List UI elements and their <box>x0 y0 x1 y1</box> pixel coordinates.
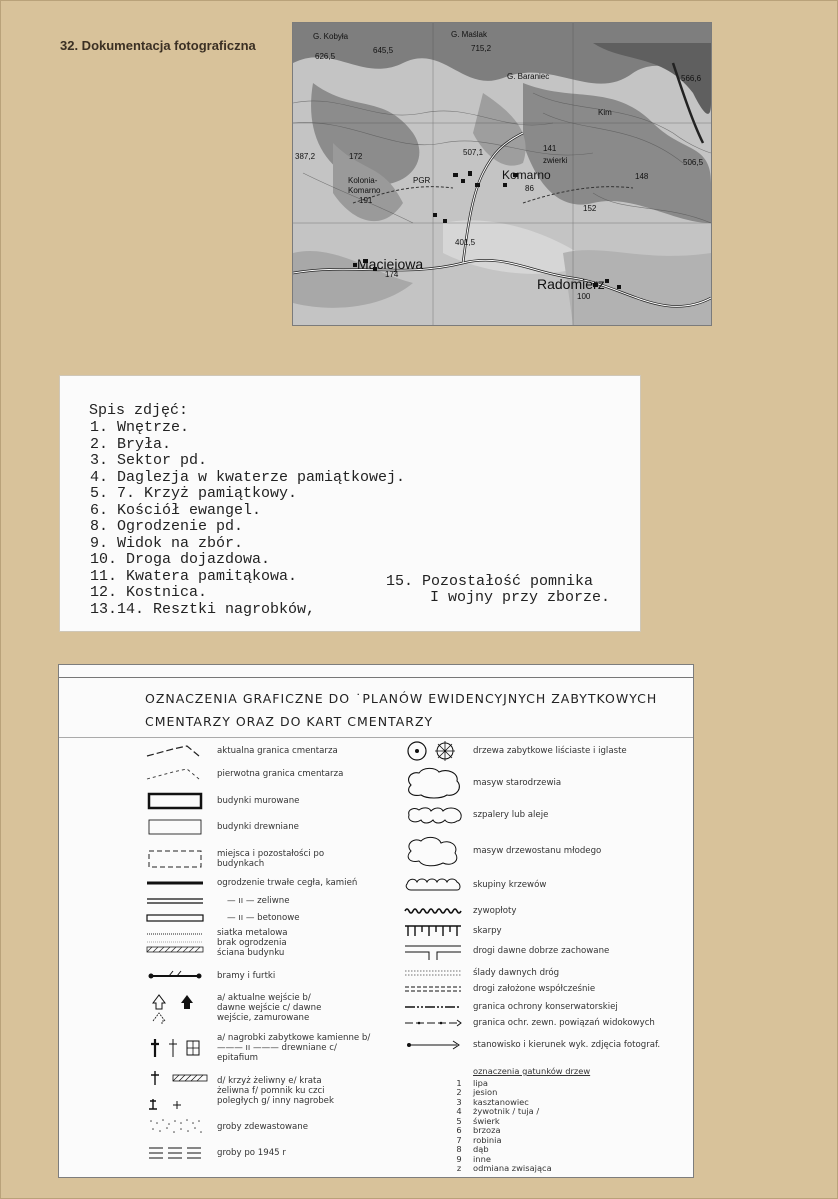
tree-species-number: 6 <box>456 1125 462 1135</box>
map-label: PGR <box>413 176 431 185</box>
legend-label: miejsca i pozostałości po budynkach <box>217 849 325 869</box>
legend-row <box>147 1069 347 1113</box>
photo-list-title: Spis zdjęć: <box>89 402 189 419</box>
legend-heading-line: CMENTARZY ORAZ DO KART CMENTARZY <box>145 714 434 729</box>
list-item <box>445 1164 590 1174</box>
list-item: 9. Widok na zbór. <box>90 534 244 552</box>
legend-label: aktualna granica cmentarza <box>217 746 338 756</box>
legend-label: siatka metalowa brak ogrodzenia ściana budynku <box>217 928 288 958</box>
note-line: 15. Pozostałość pomnika <box>386 573 594 590</box>
post-1945-graves-symbol <box>147 1143 211 1163</box>
list-item: 1. Wnętrze. <box>90 419 190 436</box>
building-remains-symbol <box>147 849 211 869</box>
legend-row <box>147 966 275 986</box>
legend-row <box>147 791 299 811</box>
tree-species-number: 7 <box>456 1134 462 1145</box>
page-title: 32. Dokumentacja fotograficzna <box>60 38 256 53</box>
list-item <box>445 1145 590 1155</box>
legend-label: ślady dawnych dróg <box>473 968 560 978</box>
map-label: 100 <box>577 292 591 301</box>
legend-heading <box>145 687 657 733</box>
map-label: Kolonia- <box>348 176 378 185</box>
legend-label: granica ochr. zewn. powiązań widokowych <box>473 1018 655 1028</box>
legend-label: szpalery lub aleje <box>473 810 549 820</box>
list-item <box>445 1136 590 1146</box>
legend-label: drogi dawne dobrze zachowane <box>473 946 610 956</box>
tree-species-number: 8 <box>456 1144 462 1154</box>
tree-species-name: jesion <box>473 1087 498 1097</box>
tree-species-name: dąb <box>473 1144 489 1154</box>
map-label: 174 <box>385 270 399 279</box>
legend-sheet <box>58 664 694 1178</box>
legend-label: — ıı — betonowe <box>227 913 300 923</box>
legend-label: masyw starodrzewia <box>473 778 562 788</box>
list-item: 10. Droga dojazdowa. <box>90 551 271 568</box>
entrance-symbol <box>147 991 211 1025</box>
map-label: G. Baraniec <box>507 72 550 81</box>
tree-species-name: świerk <box>473 1115 500 1126</box>
legend-row <box>405 1013 655 1033</box>
map-label: 387,2 <box>295 152 316 161</box>
legend-row <box>147 991 327 1025</box>
list-item: 3. Sektor pd. <box>90 452 208 469</box>
legend-label: groby po 1945 r <box>217 1148 286 1158</box>
legend-row <box>147 1143 286 1163</box>
legend-row <box>405 767 561 799</box>
concrete-fence-symbol <box>147 908 211 928</box>
tree-species-number: z <box>456 1163 462 1173</box>
map-label: 645,5 <box>373 46 394 55</box>
legend-label: bramy i furtki <box>217 971 276 981</box>
legend-row <box>147 764 343 784</box>
wooden-building-symbol <box>147 817 211 837</box>
tree-species-number: 4 <box>456 1106 462 1116</box>
legend-frame-line <box>59 677 693 678</box>
gravestone-symbol <box>147 1031 211 1065</box>
mesh-fence-symbol <box>147 928 211 958</box>
map-label: zwierki <box>543 156 568 165</box>
legend-row <box>147 849 327 869</box>
map-label: 626,5 <box>315 52 336 61</box>
note-line: I wojny przy zborze. <box>430 589 611 606</box>
legend-label: skupiny krzewów <box>473 880 547 890</box>
map-label: 566,6 <box>681 74 702 83</box>
legend-label: stanowisko i kierunek wyk. zdjęcia fotograf. <box>473 1040 661 1050</box>
tree-rows-symbol <box>405 805 467 825</box>
tree-species-name: żywotnik / tuja / <box>473 1106 540 1116</box>
list-item <box>445 1079 590 1089</box>
legend-label: ogrodzenie trwałe cegła, kamień <box>217 878 358 888</box>
photo-direction-symbol <box>405 1035 467 1055</box>
legend-label: granica ochrony konserwatorskiej <box>473 1002 618 1012</box>
list-item: 13.14. Resztki nagrobków, <box>90 600 316 618</box>
legend-label: masyw drzewostanu młodego <box>473 846 602 856</box>
map-label: G. Kobyła <box>313 32 349 41</box>
legend-row <box>405 739 627 763</box>
map-image <box>293 23 711 325</box>
legend-label: groby zdewastowane <box>217 1122 309 1132</box>
list-item: 6. Kościół ewangel. <box>90 501 262 519</box>
list-item: 2. Bryła. <box>90 435 172 453</box>
legend-label: a/ nagrobki zabytkowe kamienne b/ ——— ıı ——— drewniane c/ epitafium <box>217 1033 371 1063</box>
map-label: 141 <box>543 144 557 153</box>
tree-species-name: odmiana zwisająca <box>473 1163 552 1173</box>
old-roads-symbol <box>405 941 467 961</box>
tree-species-list <box>445 1067 590 1174</box>
photo-list-items <box>90 420 405 618</box>
tree-species-number: 1 <box>456 1077 462 1088</box>
map-label: Komarno <box>502 168 551 182</box>
legend-row <box>405 835 601 867</box>
tree-species-name: kasztanowiec <box>473 1096 529 1107</box>
tree-species-number: 5 <box>456 1115 462 1126</box>
legend-row <box>405 805 548 825</box>
list-item <box>445 1107 590 1117</box>
map-label: 86 <box>525 184 534 193</box>
tree-species-name: inne <box>473 1153 491 1164</box>
list-item: 11. Kwatera pamitąkowa. <box>90 567 298 585</box>
legend-frame-line <box>59 737 693 738</box>
list-item: 4. Daglezja w kwaterze pamiątkowej. <box>90 468 406 486</box>
tree-species-title: oznaczenia gatunków drzew <box>473 1066 591 1076</box>
legend-row <box>147 928 307 958</box>
photo-list-card <box>60 376 640 631</box>
tree-species-name: robinia <box>473 1134 502 1145</box>
legend-label: a/ aktualne wejście b/ dawne wejście c/ dawne wejście, zamurowane <box>217 993 322 1023</box>
list-item: 8. Ogrodzenie pd. <box>90 518 244 535</box>
slopes-symbol <box>405 921 467 941</box>
current-boundary-symbol <box>147 741 211 761</box>
map-label: Radomierz <box>537 276 605 292</box>
map-label: G. Maślak <box>451 30 488 39</box>
map-label: Maciejowa <box>357 256 424 272</box>
legend-label: drzewa zabytkowe liściaste i iglaste <box>473 746 627 756</box>
permanent-fence-symbol <box>147 873 211 893</box>
tree-species-number: 3 <box>456 1096 462 1107</box>
legend-row <box>147 908 300 928</box>
legend-label: zywopłoty <box>473 906 517 916</box>
tree-species-number: 9 <box>456 1153 462 1164</box>
map-label: 148 <box>635 172 649 181</box>
topographic-map <box>292 22 712 326</box>
legend-label: budynki drewniane <box>217 822 299 832</box>
devastated-graves-symbol <box>147 1116 211 1138</box>
hedges-symbol <box>405 901 467 921</box>
list-item: 5. 7. Krzyż pamiątkowy. <box>90 485 298 502</box>
legend-row <box>405 941 609 961</box>
legend-label: drogi założone współcześnie <box>473 984 596 994</box>
legend-row <box>147 817 299 837</box>
cross-and-monument-symbol <box>147 1069 211 1113</box>
legend-row <box>147 741 338 761</box>
map-label: 401,5 <box>455 238 476 247</box>
legend-row <box>405 1035 660 1055</box>
legend-label: pierwotna granica cmentarza <box>217 769 344 779</box>
list-item <box>445 1117 590 1127</box>
map-label: 172 <box>349 152 363 161</box>
view-boundary-symbol <box>405 1013 467 1033</box>
legend-row <box>147 1116 308 1138</box>
map-label: Kim <box>598 108 612 117</box>
legend-label: — ıı — zeliwne <box>227 896 290 906</box>
young-stand-symbol <box>405 835 467 867</box>
legend-heading-line: OZNACZENIA GRAFICZNE DO ˙PLANÓW EWIDENCYJNYCH ZABYTKOWYCH <box>145 691 658 706</box>
legend-row <box>405 921 502 941</box>
modern-roads-symbol <box>405 979 467 999</box>
legend-row <box>405 901 517 921</box>
tree-species-number: 2 <box>456 1087 462 1097</box>
map-label: 191 <box>359 196 373 205</box>
list-item: 12. Kostnica. <box>90 584 208 601</box>
legend-row <box>405 979 595 999</box>
list-item <box>445 1126 590 1136</box>
map-label: 152 <box>583 204 597 213</box>
original-boundary-symbol <box>147 764 211 784</box>
historic-trees-symbol <box>405 739 467 763</box>
map-label: 715,2 <box>471 44 492 53</box>
legend-label: budynki murowane <box>217 796 300 806</box>
map-label: 506,5 <box>683 158 704 167</box>
legend-label: d/ krzyż żeliwny e/ krata żeliwna f/ pomnik ku czci poległych g/ inny nagrobek <box>217 1076 334 1106</box>
gates-symbol <box>147 966 211 986</box>
map-label: Komarno <box>348 186 381 195</box>
shrub-groups-symbol <box>405 875 467 895</box>
map-label: 507,1 <box>463 148 484 157</box>
old-woodland-symbol <box>405 767 467 799</box>
tree-species-name: lipa <box>473 1077 488 1088</box>
legend-row <box>147 873 357 893</box>
legend-label: skarpy <box>473 926 502 936</box>
legend-row <box>147 1031 377 1065</box>
photo-list-note <box>386 574 610 606</box>
tree-species-name: brzoza <box>473 1125 501 1135</box>
brick-building-symbol <box>147 791 211 811</box>
legend-row <box>405 875 546 895</box>
